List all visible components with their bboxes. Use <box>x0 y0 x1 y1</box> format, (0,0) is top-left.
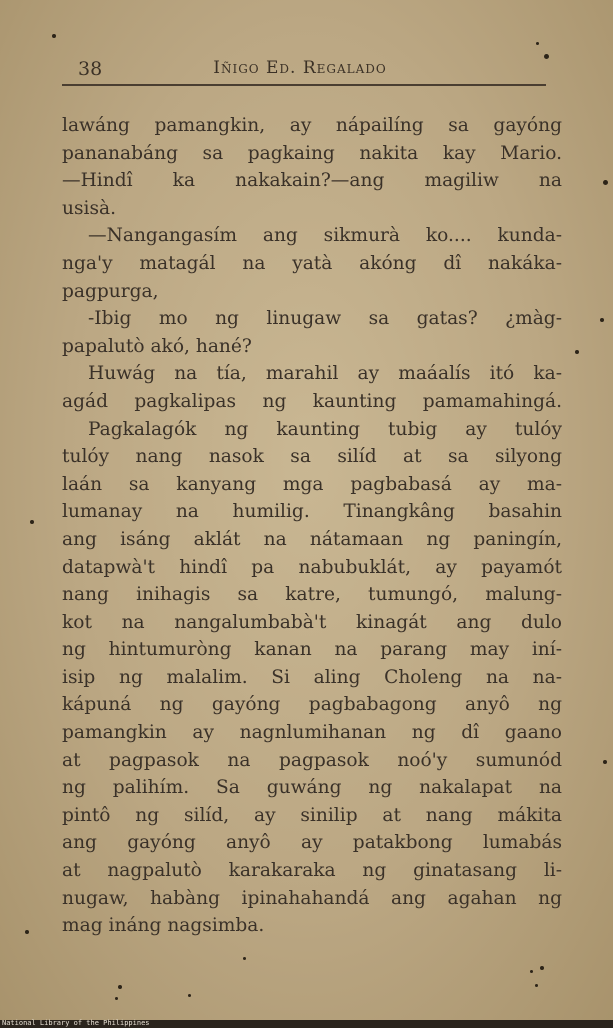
ink-speck <box>600 318 604 322</box>
text-line: kápuná ng gayóng pagbabagong anyô ng <box>62 694 562 716</box>
text-line: at nagpalutò karakaraka ng ginatasang li- <box>62 860 562 882</box>
ink-speck <box>540 966 544 970</box>
text-line: ng palihím. Sa guwáng ng nakalapat na <box>62 777 562 799</box>
page-header <box>60 58 540 84</box>
ink-speck <box>603 180 608 185</box>
text-line: usisà. <box>62 197 117 219</box>
text-line: ang gayóng anyô ay patakbong lumabás <box>62 832 562 854</box>
text-line: nugaw, habàng ipinahahandá ang agahan ng <box>62 887 562 909</box>
text-line: -Ibig mo ng linugaw sa gatas? ¿màg- <box>88 308 562 330</box>
ink-speck <box>536 42 539 45</box>
page-number: 38 <box>78 58 103 80</box>
header-rule <box>62 84 546 86</box>
ink-speck <box>25 930 29 934</box>
text-line: ng hintumuròng kanan na parang may iní- <box>62 639 562 661</box>
text-line: lawáng pamangkin, ay nápailíng sa gayóng <box>62 115 562 136</box>
text-line: —Hindî ka nakakain?—ang magiliw na <box>62 170 562 192</box>
ink-speck <box>535 984 538 987</box>
text-line: nang inihagis sa katre, tumungó, malung- <box>62 584 562 606</box>
text-line: nga'y matagál na yatà akóng dî nakáka- <box>62 252 562 274</box>
text-line: pagpurga, <box>62 280 159 302</box>
text-line: at pagpasok na pagpasok noó'y sumunód <box>62 749 562 771</box>
text-line: tulóy nang nasok sa silíd at sa silyong <box>62 446 562 468</box>
ink-speck <box>544 54 549 59</box>
text-line: pintô ng silíd, ay sinilip at nang mákita <box>62 804 562 826</box>
text-line: agád pagkalipas ng kaunting pamamahingá. <box>62 390 562 412</box>
text-line: —Nangangasím ang sikmurà ko.... kunda- <box>88 225 562 247</box>
text-line: kot na nangalumbabà't kinagát ang dulo <box>62 611 562 633</box>
text-line: lumanay na humilig. Tinangkâng basahin <box>62 501 562 523</box>
running-head: Iñigo Ed. Regalado <box>213 58 387 78</box>
text-line: papalutò akó, hané? <box>62 335 252 357</box>
text-line: isip ng malalim. Si aling Choleng na na- <box>62 666 562 688</box>
ink-speck <box>575 350 579 354</box>
text-line: datapwà't hindî pa nabubuklát, ay payamót <box>62 556 562 578</box>
text-line: mag ináng nagsimba. <box>62 915 265 937</box>
ink-speck <box>118 985 122 989</box>
ink-speck <box>603 760 607 764</box>
text-line: pamangkin ay nagnlumihanan ng dî gaano <box>62 722 562 744</box>
scan-credit: National Library of the Philippines <box>2 1019 150 1027</box>
ink-speck <box>530 970 533 973</box>
ink-speck <box>188 994 191 997</box>
ink-speck <box>52 34 56 38</box>
ink-speck <box>30 520 34 524</box>
ink-speck <box>243 957 246 960</box>
text-line: Huwág na tía, marahil ay maáalís itó ka- <box>88 363 562 385</box>
text-line: laán sa kanyang mga pagbabasá ay ma- <box>62 473 562 495</box>
text-line: pananabáng sa pagkaing nakita kay Mario. <box>62 142 562 164</box>
ink-speck <box>115 997 118 1000</box>
text-line: ang isáng aklát na nátamaan ng paningín, <box>62 528 562 550</box>
body-text <box>62 112 562 940</box>
text-line: Pagkalagók ng kaunting tubig ay tulóy <box>88 418 562 440</box>
